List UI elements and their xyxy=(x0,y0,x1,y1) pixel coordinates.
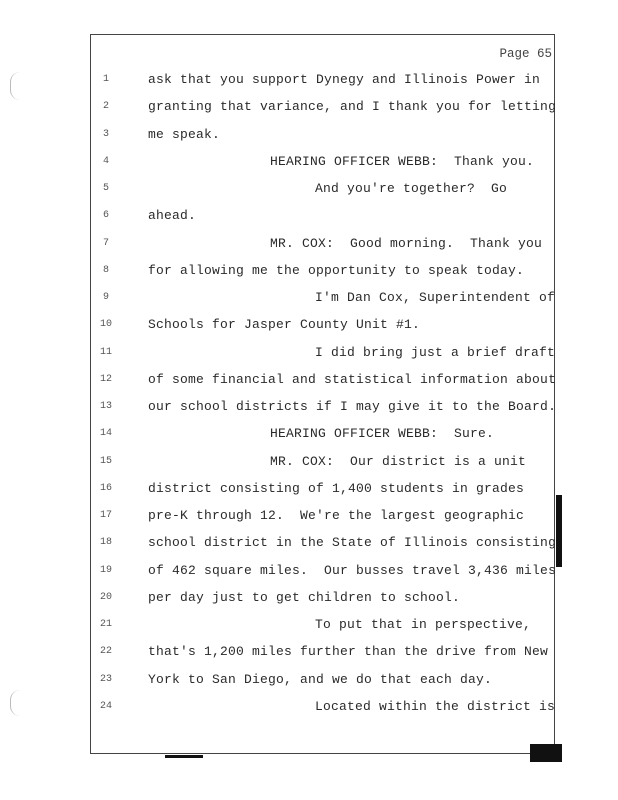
transcript-line: me speak. xyxy=(148,126,221,142)
line-number: 21 xyxy=(100,619,113,630)
line-number: 16 xyxy=(100,482,113,494)
page-bottom-bar xyxy=(165,755,203,758)
transcript-line: York to San Diego, and we do that each day. xyxy=(148,671,493,687)
transcript-line: ahead. xyxy=(148,208,197,224)
transcript-line: of 462 square miles. Our busses travel 3,436 miles xyxy=(148,562,557,578)
line-number: 17 xyxy=(100,510,113,521)
line-number: 19 xyxy=(100,564,113,576)
transcript-line: I did bring just a brief draft xyxy=(315,344,556,360)
line-number: 20 xyxy=(100,591,113,603)
transcript-line: district consisting of 1,400 students in grades xyxy=(148,480,525,496)
page-number: Page 65 xyxy=(499,47,552,61)
line-number: 15 xyxy=(100,455,113,467)
line-number: 8 xyxy=(103,264,110,276)
transcript-line: granting that variance, and I thank you for letting xyxy=(148,99,557,115)
line-number: 10 xyxy=(100,319,113,331)
line-number: 22 xyxy=(100,646,113,658)
transcript-line: MR. COX: Good morning. Thank you xyxy=(270,235,543,251)
transcript-line: HEARING OFFICER WEBB: Sure. xyxy=(270,426,495,442)
line-number: 11 xyxy=(100,346,113,358)
transcript-line: pre-K through 12. We're the largest geographic xyxy=(148,508,525,523)
transcript-line: of some financial and statistical information about xyxy=(148,371,557,387)
scan-artifact-bottom xyxy=(10,690,25,716)
line-number: 3 xyxy=(103,128,110,140)
transcript-line: Schools for Jasper County Unit #1. xyxy=(148,317,421,333)
line-number: 2 xyxy=(103,101,110,113)
transcript-line: ask that you support Dynegy and Illinois Power in xyxy=(148,72,541,87)
line-number: 14 xyxy=(100,428,113,440)
transcript-line: I'm Dan Cox, Superintendent of xyxy=(315,290,556,305)
transcript-line: that's 1,200 miles further than the drive from New xyxy=(148,644,549,660)
transcript-line: our school districts if I may give it to the Board. xyxy=(148,399,557,414)
transcript-line: for allowing me the opportunity to speak today. xyxy=(148,262,525,278)
line-number: 23 xyxy=(100,673,113,685)
transcript-line: To put that in perspective, xyxy=(315,617,532,632)
line-number: 6 xyxy=(103,210,110,222)
transcript-line: MR. COX: Our district is a unit xyxy=(270,453,527,469)
transcript-line: Located within the district is xyxy=(315,698,556,714)
transcript-line: HEARING OFFICER WEBB: Thank you. xyxy=(270,153,535,169)
line-number: 4 xyxy=(103,155,110,167)
line-number: 9 xyxy=(103,292,110,303)
line-number: 12 xyxy=(100,373,113,385)
line-number: 7 xyxy=(103,237,110,249)
line-number: 5 xyxy=(103,183,110,194)
line-number: 24 xyxy=(100,700,113,712)
transcript-line: And you're together? Go xyxy=(315,181,508,196)
line-number: 18 xyxy=(100,537,113,549)
scan-artifact-top xyxy=(10,72,25,100)
line-number: 1 xyxy=(103,74,110,85)
transcript-line: school district in the State of Illinois consisting xyxy=(148,535,557,551)
page-corner-block xyxy=(530,744,562,762)
transcript-line: per day just to get children to school. xyxy=(148,589,461,605)
page-edge-mark xyxy=(556,495,562,567)
line-number: 13 xyxy=(100,401,113,412)
